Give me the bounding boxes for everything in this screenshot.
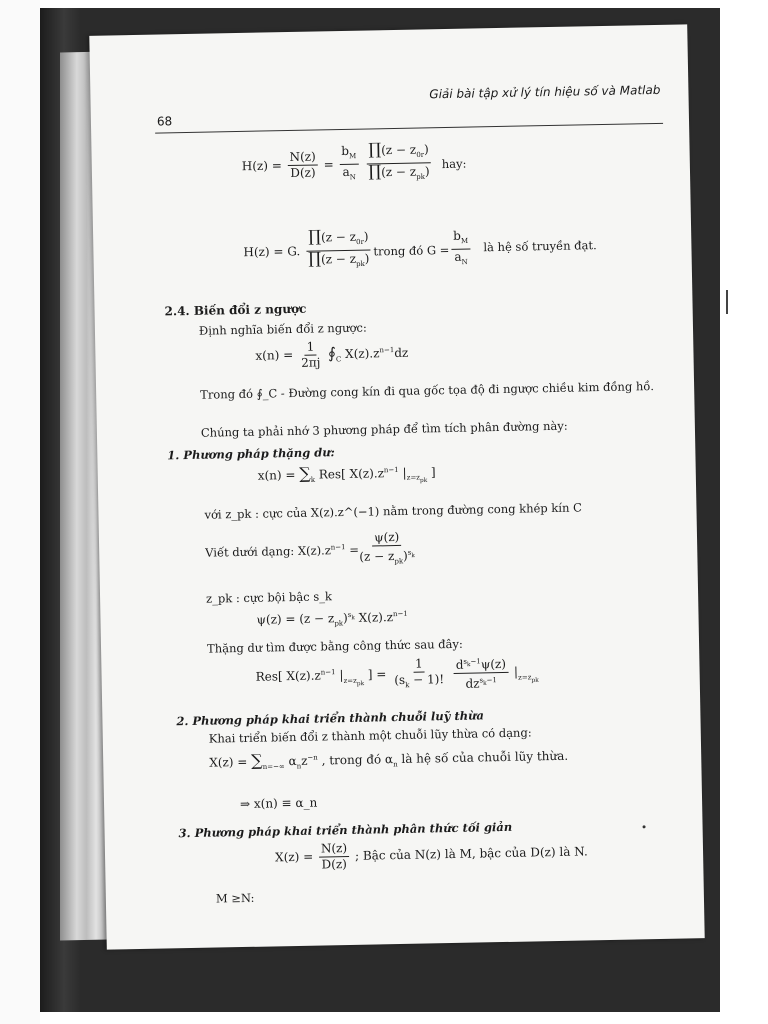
contour-description: Trong đó ∮_C - Đường cong kín đi qua gốc tọa độ đi ngược chiều kim đồng hồ. <box>200 379 655 402</box>
book-page <box>89 24 704 949</box>
pole-definition: với z_pk : cực của X(z).z^(−1) nằm trong đường cong khép kín C <box>204 500 582 522</box>
hay-label: hay: <box>441 156 467 172</box>
gain-definition-suffix: là hệ số truyền đạt. <box>483 238 597 255</box>
method3-heading: 3. Phương pháp khai triển thành phân thức tối giản <box>178 819 513 841</box>
multiple-pole-label: z_pk : cực bội bậc s_k <box>205 589 333 606</box>
gain-fraction: $\frac{b_M}{a_N}$ <box>449 229 473 271</box>
scan-speck <box>643 825 646 828</box>
transfer-function-equation: H(z) = $\frac{N(z)}{D(z)}$ = $\frac{b_M}{a_N}$ $\frac{\prod(z - z_{0r})}{\prod(z - z_{pk})}$ <box>241 139 430 182</box>
three-methods-intro: Chúng ta phải nhớ 3 phương pháp để tìm tích phân đường này: <box>200 418 568 440</box>
method2-heading: 2. Phương pháp khai triển thành chuỗi luỹ thừa <box>176 708 484 729</box>
power-series-equation: $X(z) = \sum_{n=-\infty}$ $\alpha_nz^{-n}$ , trong đó $\alpha_n$ là hệ số của chuỗi lũy thừa. <box>209 748 569 772</box>
residue-formula-label: Thặng dư tìm được bằng công thức sau đây: <box>206 636 463 656</box>
gain-definition-prefix: trong đó G = <box>373 242 450 259</box>
method1-heading: 1. Phương pháp thặng dư: <box>167 445 335 463</box>
method2-description: Khai triển biến đổi z thành một chuỗi lũy thừa có dạng: <box>208 725 532 746</box>
header-rule <box>155 123 663 134</box>
page-number: 68 <box>156 114 173 129</box>
rational-function-equation: X(z) = $\frac{N(z)}{D(z)}$ ; Bậc của N(z) là M, bậc của D(z) là N. <box>274 841 588 872</box>
inverse-z-integral: x(n) = $\frac{1}{2\pi j}$ $∮_C$ $X(z).z^{n-1}dz$ <box>255 339 409 370</box>
psi-definition: $\psi(z) = (z - z_{pk})^{s_k}$ $X(z).z^{n-1}$ <box>256 609 408 628</box>
degree-condition: M ≥N: <box>215 890 255 906</box>
psi-fraction: $\frac{\psi(z)}{(z - z_{pk})^{s_k}}$ <box>359 529 415 566</box>
running-header: Giải bài tập xử lý tín hiệu số và Matlab <box>429 82 661 102</box>
scan-artifact-line <box>726 290 728 314</box>
coefficient-equivalence: ⇒ x(n) ≡ α_n <box>239 795 318 812</box>
section-heading: 2.4. Biến đổi z ngược <box>164 301 307 319</box>
gain-form-equation: H(z) = G. $\frac{\prod(z - z_{0r})}{\prod(z - z_{pk})}$ <box>243 226 370 269</box>
written-form-label: Viết dưới dạng: $X(z).z^{n-1}$ = <box>205 542 360 560</box>
residue-sum-equation: $x(n) = \sum_k$ Res[ $X(z).z^{n-1}$ $|_{z=z_{pk}}$ ] <box>257 463 436 485</box>
definition-label: Định nghĩa biến đổi z ngược: <box>198 320 367 338</box>
residue-formula: Res[ $X(z).z^{n-1}$ $|_{z=z_{pk}}$ ] = $\frac{1}{(s_k - 1)!}$ $\frac{d^{s_k-1}\psi(z)}{dz^{s_k-1}}$ $|_{z=z_{pk}}$ <box>255 653 539 696</box>
scan-margin <box>0 0 40 1024</box>
